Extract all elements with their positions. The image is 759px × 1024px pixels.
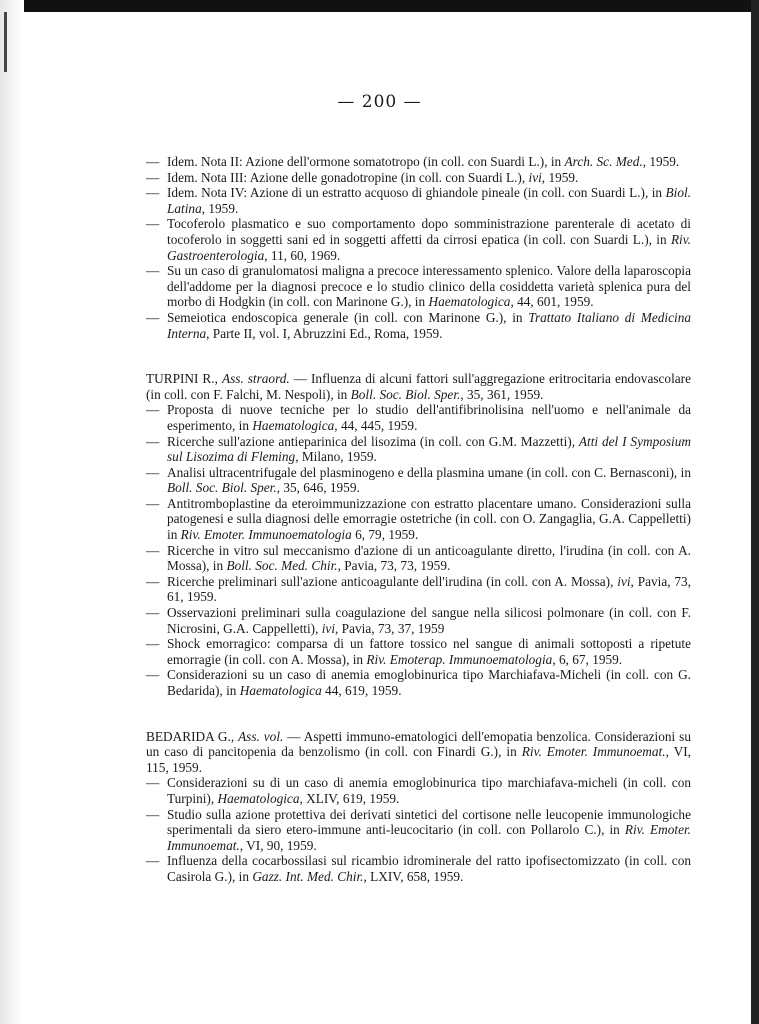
- entry-dash: —: [146, 464, 160, 480]
- entry-journal: ivi: [321, 620, 336, 636]
- bibliography-entry: [146, 465, 691, 496]
- entry-dash: —: [146, 185, 160, 201]
- entry-text: Ricerche preliminari sull'azione anticoagulante dell'irudina (in coll. con A. Mossa),: [167, 573, 618, 589]
- entry-journal: ivi: [617, 573, 631, 589]
- entry-journal: Arch. Sc. Med.: [564, 154, 643, 169]
- entry-dash: —: [146, 216, 160, 232]
- entry-citation: , 6, 67, 1959.: [552, 651, 623, 667]
- author-role: Ass. straord.: [221, 371, 290, 387]
- entry-journal: Riv. Emoter. Immunoemat.: [167, 822, 691, 853]
- entry-text: Idem. Nota III: Azione delle gonadotropine (in coll. con Suardi L.),: [167, 169, 529, 185]
- entry-journal: Gazz. Int. Med. Chir.: [252, 868, 364, 884]
- entry-text: Considerazioni su un caso di anemia emoglobinurica tipo Marchiafava-Micheli (in coll. con G. Bedarida), in: [167, 667, 691, 698]
- entry-dash: —: [146, 605, 160, 621]
- entry-citation: , VI, 90, 1959.: [239, 837, 317, 853]
- entry-journal: Haematologica: [252, 417, 335, 433]
- bibliography-entry: [146, 636, 691, 667]
- entry-dash: —: [146, 309, 160, 325]
- entry-dash: —: [146, 775, 160, 791]
- entry-dash: —: [146, 667, 160, 683]
- bibliography-entry: [146, 402, 691, 433]
- entry-text: — Influenza di alcuni fattori sull'aggregazione eritrocitaria endovascolare (in coll. con F. Falchi, M. Nespoli), in: [146, 371, 691, 402]
- bibliography-entry: [146, 185, 691, 216]
- entry-journal: Riv. Gastroenterologia: [167, 231, 691, 263]
- entry-citation: , 35, 361, 1959.: [460, 386, 544, 402]
- entry-citation: 44, 619, 1959.: [321, 683, 402, 698]
- author-entry: [146, 371, 691, 402]
- entry-citation: , Milano, 1959.: [295, 449, 377, 465]
- entry-text: Studio sulla azione protettiva dei derivati sintetici del cortisone nelle leucopenie immunologiche sperimentali da siero etero-immune anti-leucocitario (in coll. con Pollarolo C.), in: [167, 806, 691, 838]
- bibliography-group: [146, 154, 691, 341]
- author-role: Ass. vol.: [238, 728, 284, 744]
- bibliography-group: [146, 371, 691, 698]
- entry-dash: —: [146, 495, 160, 511]
- entry-citation: 6, 79, 1959.: [351, 527, 419, 543]
- entry-citation: , 11, 60, 1969.: [264, 247, 341, 263]
- bibliography-entry: [146, 543, 691, 574]
- entry-journal: Atti del I Symposium sul Lisozima di Fleming: [167, 433, 691, 465]
- entry-journal: Biol. Latina: [167, 185, 691, 216]
- entry-citation: , 44, 445, 1959.: [334, 417, 418, 433]
- entry-journal: Haematologica: [217, 790, 300, 806]
- entry-dash: —: [146, 806, 160, 822]
- page-number: — 200 —: [337, 92, 422, 112]
- entry-dash: —: [146, 402, 160, 418]
- entry-citation: , VI, 115, 1959.: [146, 744, 692, 775]
- entry-text: Influenza della cocarbossilasi sul ricambio idrominerale del ratto ipofisectomizzato (in coll. con Casirola G.), in: [167, 853, 691, 884]
- entry-text: Idem. Nota II: Azione dell'ormone somatotropo (in coll. con Suardi L.), in: [167, 154, 565, 169]
- entry-text: Osservazioni preliminari sulla coagulazione del sangue nella silicosi polmonare (in coll. con F. Nicrosini, G.A. Cappelletti),: [167, 605, 691, 636]
- entry-text: Su un caso di granulomatosi maligna a precoce interessamento splenico. Valore della laparoscopia dell'addome per la diagnosi precoce e lo studio clinico della cosiddetta varietà splenica pura del morbo di Hodgkin (in coll. con Marinone G.), in: [167, 263, 691, 310]
- entry-journal: Boll. Soc. Biol. Sper.: [350, 386, 461, 402]
- bibliography-entry: [146, 263, 691, 310]
- entry-dash: —: [146, 542, 160, 558]
- bibliography-group: [146, 729, 691, 885]
- entry-text: — Aspetti immuno-ematologici dell'emopatia benzolica. Considerazioni su un caso di pancitopenia da benzolismo (in coll. con Finardi G.), in: [146, 728, 691, 760]
- entry-citation: , Pavia, 73, 61, 1959.: [167, 573, 691, 605]
- bibliography-entry: [146, 807, 691, 854]
- entry-text: Semeiotica endoscopica generale (in coll. con Marinone G.), in: [167, 309, 529, 325]
- entry-text: Analisi ultracentrifugale del plasminogeno e della plasmina umane (in coll. con C. Bernasconi), in: [167, 464, 691, 480]
- entry-text: Tocoferolo plasmatico e suo comportamento dopo somministrazione parenterale di acetato di tocoferolo in soggetti sani ed in soggetti affetti da cirrosi epatica (in coll. con Suardi L.), in: [167, 216, 691, 247]
- entry-dash: —: [146, 573, 160, 589]
- entry-journal: Boll. Soc. Med. Chir.: [226, 558, 338, 574]
- bibliography-entry: [146, 170, 691, 186]
- entry-citation: , 44, 601, 1959.: [510, 294, 594, 310]
- scan-left-edge: [0, 0, 24, 1024]
- entry-text: Ricerche sull'azione antieparinica del lisozima (in coll. con G.M. Mazzetti),: [167, 433, 579, 449]
- entry-dash: —: [146, 636, 160, 652]
- entry-dash: —: [146, 853, 160, 869]
- entry-citation: , 1959.: [201, 200, 239, 216]
- entry-citation: , Parte II, vol. I, Abruzzini Ed., Roma, 1959.: [206, 325, 443, 341]
- author-name: BEDARIDA G.,: [146, 728, 239, 744]
- entry-citation: , Pavia, 73, 37, 1959: [335, 620, 445, 636]
- entry-citation: , Pavia, 73, 73, 1959.: [337, 558, 451, 574]
- entry-journal: Riv. Emoter. Immunoematologia: [180, 527, 352, 543]
- scan-top-border: [0, 0, 759, 12]
- scan-right-border: [751, 0, 759, 1024]
- entry-journal: ivi: [528, 169, 542, 185]
- bibliography-entry: [146, 310, 691, 341]
- entry-citation: , LXIV, 658, 1959.: [363, 868, 464, 884]
- bibliography-entry: [146, 216, 691, 263]
- bibliography-entry: [146, 574, 691, 605]
- bibliography-entry: [146, 434, 691, 465]
- entry-text: Ricerche in vitro sul meccanismo d'azione di un anticoagulante diretto, l'irudina (in coll. con A. Mossa), in: [167, 542, 691, 574]
- entry-journal: Riv. Emoterap. Immunoematologia: [366, 651, 553, 667]
- bibliography-entry: [146, 775, 691, 806]
- entry-text: Considerazioni su di un caso di anemia emoglobinurica tipo marchiafava-micheli (in coll. con Turpini),: [167, 775, 691, 806]
- entry-dash: —: [146, 263, 160, 279]
- entry-dash: —: [146, 169, 160, 185]
- entry-journal: Haematologica: [239, 683, 322, 698]
- entry-citation: , 35, 646, 1959.: [276, 480, 360, 496]
- author-name: TURPINI R.,: [146, 371, 222, 387]
- bibliography-entry: [146, 853, 691, 884]
- bibliography-entry: [146, 605, 691, 636]
- entry-text: Shock emorragico: comparsa di un fattore tossico nel sangue di animali sottoposti a ripetute emorragie (in coll. con A. Mossa), in: [167, 636, 691, 667]
- entry-text: Antitromboplastine da eteroimmunizzazione con estratto placentare umano. Considerazioni sulla patogenesi e sulla diagnosi delle emorragie ostetriche (in coll. con O. Zangaglia, G.A. Cappelletti) in: [167, 495, 691, 543]
- entry-dash: —: [146, 154, 160, 169]
- author-entry: [146, 729, 691, 776]
- bibliography-entry: [146, 496, 691, 543]
- entry-journal: Haematologica: [428, 294, 511, 310]
- entry-citation: , XLIV, 619, 1959.: [299, 790, 400, 806]
- entry-citation: , 1959.: [642, 154, 680, 169]
- entry-dash: —: [146, 433, 160, 449]
- bibliography-entry: [146, 667, 691, 698]
- bibliography-entry: [146, 154, 691, 170]
- entry-text: Proposta di nuove tecniche per lo studio dell'antifibrinolisina nell'uomo e nell'animale da esperimento, in: [167, 402, 691, 433]
- entry-text: Idem. Nota IV: Azione di un estratto acquoso di ghiandole pineale (in coll. con Suardi L.), in: [167, 185, 666, 201]
- entry-journal: Boll. Soc. Biol. Sper.: [167, 480, 277, 496]
- bibliography-content: [146, 154, 691, 885]
- entry-journal: Trattato Italiano di Medicina Interna: [167, 309, 691, 341]
- entry-journal: Riv. Emoter. Immunoemat.: [521, 744, 666, 760]
- entry-citation: , 1959.: [541, 169, 579, 185]
